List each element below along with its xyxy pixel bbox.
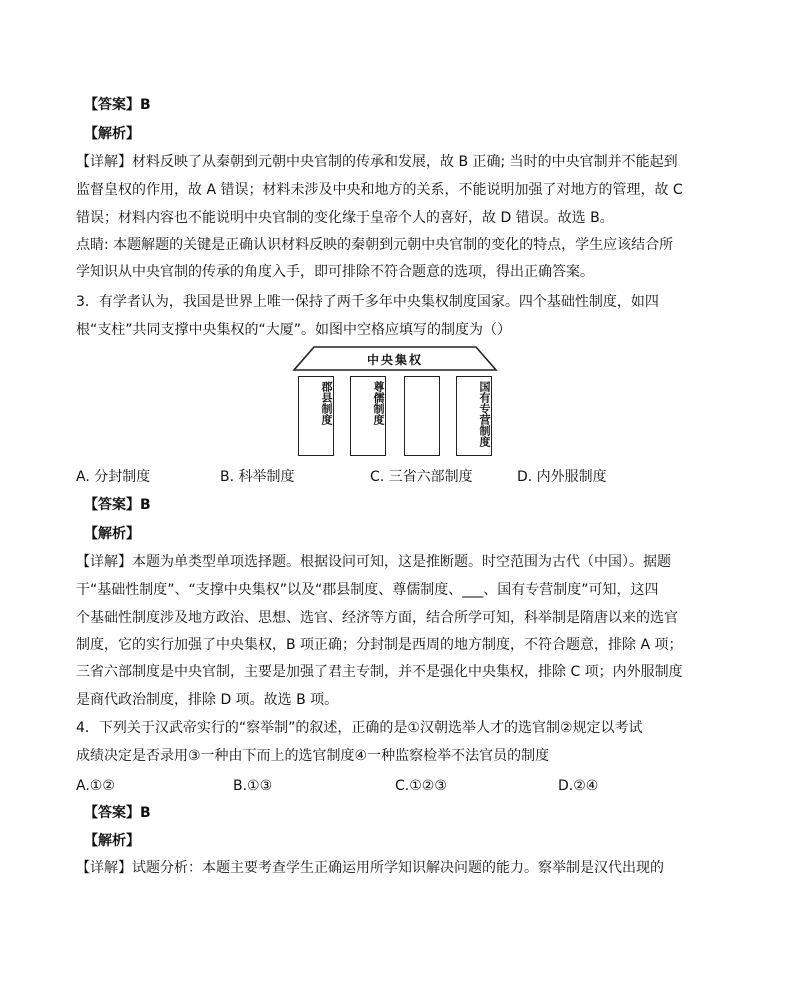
q2-analysis-heading: 【解析】: [84, 126, 140, 142]
q3-option-b: B. 科举制度: [220, 469, 295, 485]
pillar-1-label: 郡县制度: [320, 381, 333, 425]
building-roof: [292, 346, 498, 372]
q2-note-line-1: 点睛: 本题解题的关键是正确认识材料反映的秦朝到元朝中央官制的变化的特点，学生应该结合所: [76, 237, 674, 253]
pillar-4-label: 国有专营制度: [478, 381, 491, 447]
q3-option-c: C. 三省六部制度: [370, 469, 473, 485]
q4-stem-line-2: 成绩决定是否录用③一种由下而上的选官制度④一种监察检举不法官员的制度: [76, 748, 550, 764]
q2-detail-line-2: 监督皇权的作用，故 A 错误；材料未涉及中央和地方的关系，不能说明加强了对地方的管理，故 C: [76, 182, 683, 198]
q4-option-c: C.①②③: [395, 778, 447, 794]
q3-stem-line-2: 根“支柱”共同支撑中央集权的“大厦”。如图中空格应填写的制度为（）: [76, 322, 512, 338]
pillar-3-blank: [404, 376, 440, 456]
q2-detail-line-3: 错误；材料内容也不能说明中央官制的变化缘于皇帝个人的喜好，故 D 错误。故选 B。: [76, 210, 614, 226]
q3-answer: 【答案】B: [84, 497, 151, 513]
q4-stem-line-1: 4．下列关于汉武帝实行的“察举制”的叙述，正确的是①汉朝选举人才的选官制②规定以考试: [76, 720, 643, 736]
pillar-4: [456, 376, 492, 456]
q3-detail-line-5: 三省六部制度是中央官制，主要是加强了君主专制，并不是强化中央集权，排除 C 项；内外服制度: [76, 664, 683, 680]
q4-detail-line-1: 【详解】试题分析：本题主要考查学生正确运用所学知识解决问题的能力。察举制是汉代出现的: [76, 860, 664, 876]
q3-detail-line-2: 干“基础性制度”、“支撑中央集权”以及“郡县制度、尊儒制度、___、国有专营制度”可知，这四: [76, 582, 659, 598]
pillar-1: [298, 376, 334, 456]
q3-detail-line-4: 制度，它的实行加强了中央集权，B 项正确；分封制是西周的地方制度，不符合题意，排除 A 项；: [76, 637, 683, 653]
q4-answer: 【答案】B: [84, 805, 151, 821]
q4-option-d: D.②④: [558, 778, 599, 794]
q4-option-b: B.①③: [233, 778, 273, 794]
q2-detail-line-1: 【详解】材料反映了从秦朝到元朝中央官制的传承和发展，故 B 正确; 当时的中央官制并不能起到: [76, 154, 678, 170]
q4-option-a: A.①②: [76, 778, 115, 794]
q4-analysis-heading: 【解析】: [84, 833, 140, 849]
q3-analysis-heading: 【解析】: [84, 526, 140, 542]
pillar-2-label: 尊儒制度: [372, 381, 385, 425]
q3-detail-line-1: 【详解】本题为单类型单项选择题。根据设问可知，这是推断题。时空范围为古代（中国）。据题: [76, 554, 671, 570]
q2-note-line-2: 学知识从中央官制的传承的角度入手，即可排除不符合题意的选项，得出正确答案。: [76, 264, 594, 280]
q3-stem-line-1: 3．有学者认为，我国是世界上唯一保持了两千多年中央集权制度国家。四个基础性制度，如四: [76, 294, 659, 310]
q2-answer: 【答案】B: [84, 97, 151, 113]
central-power-building-figure: [292, 346, 498, 458]
q3-detail-line-3: 个基础性制度涉及地方政治、思想、选官、经济等方面，结合所学可知，科举制是隋唐以来的选官: [76, 610, 678, 626]
roof-label: 中央集权: [366, 353, 423, 367]
pillar-2: [350, 376, 386, 456]
q3-option-a: A. 分封制度: [76, 469, 151, 485]
q3-option-d: D. 内外服制度: [517, 469, 607, 485]
q3-detail-line-6: 是商代政治制度，排除 D 项。故选 B 项。: [76, 692, 339, 708]
